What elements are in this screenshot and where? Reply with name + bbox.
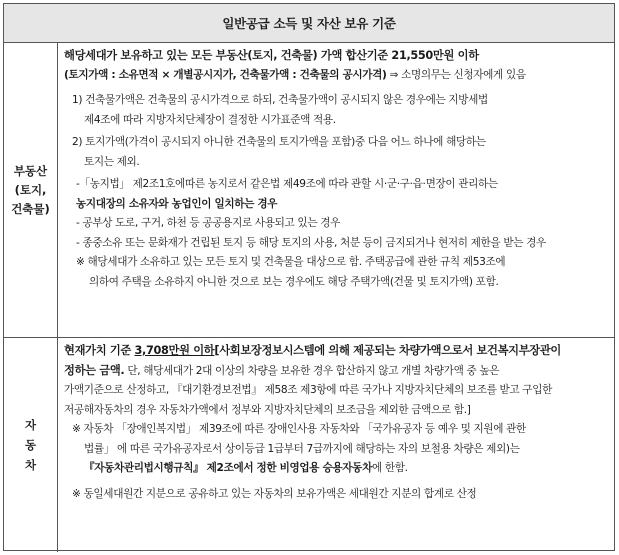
car-heading: 현재가치 기준 3,708만원 이하[사회보장정보시스템에 의해 제공되는 차량가액으로서 보건복지부장관이 [64, 344, 561, 357]
realestate-sub2: - 공부상 도로, 구거, 하천 등 공공용지로 사용되고 있는 경우 [76, 217, 340, 229]
car-note1-cont2: 『자동차관리법시행규칙』 제2조에서 정한 비영업용 승용자동차에 한함. [84, 462, 408, 474]
realestate-item2-cont: 토지는 제외. [84, 155, 140, 168]
realestate-note: ※ 해당세대가 소유하고 있는 모든 토지 및 건축물을 대상으로 함. 주택공급에 관한 규칙 제53조에 [76, 256, 506, 268]
realestate-sub1: -「농지법」 제2조1호에따른 농지로서 같은법 제49조에 따라 관할 시·군·구·읍·면장이 관리하는 [76, 178, 498, 190]
realestate-item2: 2) 토지가액(가격이 공시되지 아니한 건축물의 토지가액을 포함)중 다음 어느 하나에 해당하는 [72, 136, 486, 148]
realestate-heading: 해당세대가 보유하고 있는 모든 부동산(토지, 건축물) 가액 합산기준 21,550만원 이하 [64, 49, 479, 62]
car-note1-cont: 법률」 에 따른 국가유공자로서 상이등급 1급부터 7급까지에 해당하는 자의 보철용 차량은 제외)는 [84, 442, 520, 455]
realestate-item1: 1) 건축물가액은 건축물의 공시가격으로 하되, 건축물가액이 공시되지 않은 경우에는 지방세법 [72, 94, 488, 106]
car-label-char: 차 [24, 458, 37, 472]
realestate-item1-cont: 제4조에 따라 지방자치단체장이 결정한 시가표준액 적용. [84, 113, 336, 126]
realestate-label-line: 건축물) [11, 201, 50, 216]
car-note1: ※ 자동차 「장애인복지법」 제39조에 따른 장애인사용 자동차와 「국가유공자 등 예우 및 지원에 관한 [72, 423, 526, 435]
car-label-char: 자 [24, 418, 37, 432]
car-text-line: 가액기준으로 산정하고, 『대기환경보전법』 제58조 제3항에 따른 국가나 지방자치단체의 보조를 받고 구입한 [64, 384, 552, 396]
car-note2: ※ 동일세대원간 지분으로 공유하고 있는 자동차의 보유가액은 세대원간 지분의 합계로 산정 [72, 487, 477, 500]
realestate-note-cont: 의하여 주택을 소유하지 아니한 것으로 보는 경우에도 해당 주택가액(건물 및 토지가액) 포함. [89, 275, 499, 288]
car-content [58, 338, 614, 552]
criteria-table [3, 3, 615, 551]
car-heading-cont: 정하는 금액. 단, 해당세대가 2대 이상의 차량을 보유한 경우 합산하지 않고 개별 차량가액 중 높은 [64, 363, 500, 377]
car-label [4, 338, 58, 552]
realestate-sub3: - 종중소유 또는 문화재가 건립된 토지 등 해당 토지의 사용, 처분 등이 금지되거나 현저히 제한을 받는 경우 [76, 236, 546, 249]
realestate-label-line: (토지, [14, 182, 47, 197]
realestate-content [58, 43, 614, 337]
realestate-label [4, 43, 58, 337]
car-label-char: 동 [24, 438, 37, 452]
table-title: 일반공급 소득 및 자산 보유 기준 [4, 4, 614, 43]
realestate-row [4, 43, 614, 338]
car-text-line: 저공해자동차의 경우 자동차가액에서 정부와 지방자치단체의 보조금을 제외한 금액으로 함.] [64, 403, 471, 416]
realestate-formula: (토지가액 : 소유면적 × 개별공시지가, 건축물가액 : 건축물의 공시가격) ⇒ 소명의무는 신청자에게 있음 [64, 68, 526, 81]
realestate-label-line: 부동산 [13, 163, 48, 178]
car-row [4, 338, 614, 552]
realestate-sub1-cont: 농지대장의 소유자와 농업인이 일치하는 경우 [76, 197, 278, 210]
